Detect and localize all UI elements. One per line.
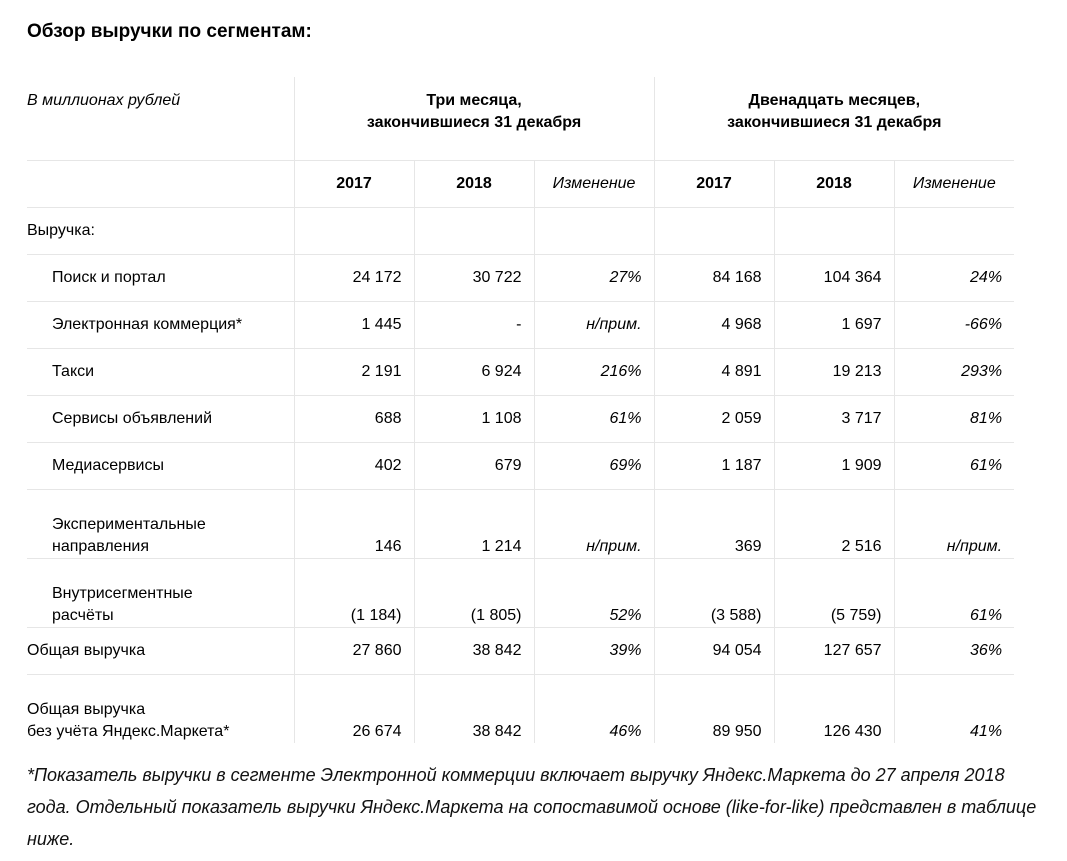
cell-value: (1 184) — [294, 559, 414, 628]
group-header-line: Двенадцать месяцев, — [748, 92, 921, 109]
footnote: *Показатель выручки в сегменте Электронной коммерции включает выручку Яндекс.Маркета до 27 апреля 2018 года. Отдельный показатель выручки Яндекс.Маркета на сопоставимой основе (like-for-like) представлен в таблице ниже. — [27, 765, 1037, 849]
cell-value: 126 430 — [774, 675, 894, 744]
cell-value: 2 059 — [654, 396, 774, 443]
cell-change: 39% — [534, 628, 654, 675]
cell-change: 27% — [534, 255, 654, 302]
total-ex-market-row — [27, 675, 1014, 744]
table-row — [27, 349, 1014, 396]
group-header-line: закончившиеся 31 декабря — [727, 114, 942, 131]
cell-value: 2 516 — [774, 490, 894, 559]
group-header-twelve-months — [654, 77, 1014, 161]
row-label — [27, 559, 294, 628]
table-group-header-row — [27, 77, 1014, 161]
cell-change: 46% — [534, 675, 654, 744]
cell-value: 402 — [294, 443, 414, 490]
column-header-change-q: Изменение — [534, 161, 654, 208]
cell-change: 69% — [534, 443, 654, 490]
table-cell-empty — [294, 208, 414, 255]
cell-value: 38 842 — [414, 628, 534, 675]
row-label-line: без учёта Яндекс.Маркета* — [27, 723, 230, 740]
table-cell-empty — [774, 208, 894, 255]
table-column-header-row — [27, 161, 1014, 208]
cell-value: 1 697 — [774, 302, 894, 349]
row-label: Электронная коммерция* — [27, 302, 294, 349]
cell-value: (3 588) — [654, 559, 774, 628]
row-label: Общая выручка — [27, 628, 294, 675]
cell-change: 36% — [894, 628, 1014, 675]
cell-value: 24 172 — [294, 255, 414, 302]
cell-value: 38 842 — [414, 675, 534, 744]
cell-change: 52% — [534, 559, 654, 628]
cell-value: - — [414, 302, 534, 349]
cell-change: н/прим. — [894, 490, 1014, 559]
group-header-line: закончившиеся 31 декабря — [366, 114, 582, 131]
column-header-2018-q: 2018 — [414, 161, 534, 208]
column-header-change-y: Изменение — [894, 161, 1014, 208]
row-label — [27, 675, 294, 744]
cell-change: 24% — [894, 255, 1014, 302]
table-row — [27, 255, 1014, 302]
total-row — [27, 628, 1014, 675]
cell-value: 30 722 — [414, 255, 534, 302]
table-cell-empty — [894, 208, 1014, 255]
row-label-line: расчёты — [52, 607, 114, 624]
cell-value: 104 364 — [774, 255, 894, 302]
table-row — [27, 490, 1014, 559]
cell-change: 61% — [894, 559, 1014, 628]
cell-value: 679 — [414, 443, 534, 490]
cell-change: 41% — [894, 675, 1014, 744]
row-label: Сервисы объявлений — [27, 396, 294, 443]
page-title: Обзор выручки по сегментам: — [27, 21, 312, 42]
row-label: Такси — [27, 349, 294, 396]
row-label: Медиасервисы — [27, 443, 294, 490]
cell-value: 84 168 — [654, 255, 774, 302]
row-label-line: Экспериментальные — [52, 516, 206, 533]
cell-value: 1 108 — [414, 396, 534, 443]
revenue-table — [27, 77, 1014, 743]
cell-change: 61% — [894, 443, 1014, 490]
cell-value: 1 214 — [414, 490, 534, 559]
cell-value: 19 213 — [774, 349, 894, 396]
group-header-three-months — [294, 77, 654, 161]
cell-change: 216% — [534, 349, 654, 396]
row-label — [27, 490, 294, 559]
cell-change: н/прим. — [534, 490, 654, 559]
cell-value: 2 191 — [294, 349, 414, 396]
section-row-revenue — [27, 208, 1014, 255]
table-row — [27, 443, 1014, 490]
row-label: Поиск и портал — [27, 255, 294, 302]
cell-value: 27 860 — [294, 628, 414, 675]
cell-value: (1 805) — [414, 559, 534, 628]
cell-value: 1 187 — [654, 443, 774, 490]
column-header-2017-q: 2017 — [294, 161, 414, 208]
cell-change: 81% — [894, 396, 1014, 443]
group-header-line: Три месяца, — [426, 92, 522, 109]
table-cell-empty — [534, 208, 654, 255]
row-label-line: Общая выручка — [27, 701, 146, 718]
cell-value: 4 891 — [654, 349, 774, 396]
cell-value: 688 — [294, 396, 414, 443]
cell-value: 3 717 — [774, 396, 894, 443]
cell-value: 1 445 — [294, 302, 414, 349]
cell-value: 369 — [654, 490, 774, 559]
cell-value: 6 924 — [414, 349, 534, 396]
cell-change: -66% — [894, 302, 1014, 349]
table-cell-empty — [414, 208, 534, 255]
table-row — [27, 559, 1014, 628]
cell-value: 94 054 — [654, 628, 774, 675]
cell-change: н/прим. — [534, 302, 654, 349]
table-row — [27, 302, 1014, 349]
row-label-line: направления — [52, 538, 149, 555]
table-cell-empty — [654, 208, 774, 255]
cell-change: 293% — [894, 349, 1014, 396]
unit-label: В миллионах рублей — [27, 77, 294, 161]
cell-value: (5 759) — [774, 559, 894, 628]
cell-value: 89 950 — [654, 675, 774, 744]
cell-value: 127 657 — [774, 628, 894, 675]
section-label: Выручка: — [27, 208, 294, 255]
cell-change: 61% — [534, 396, 654, 443]
row-label-line: Внутрисегментные — [52, 585, 193, 602]
column-header-2017-y: 2017 — [654, 161, 774, 208]
cell-value: 1 909 — [774, 443, 894, 490]
column-header-2018-y: 2018 — [774, 161, 894, 208]
column-header-empty — [27, 161, 294, 208]
cell-value: 4 968 — [654, 302, 774, 349]
cell-value: 146 — [294, 490, 414, 559]
cell-value: 26 674 — [294, 675, 414, 744]
table-row — [27, 396, 1014, 443]
